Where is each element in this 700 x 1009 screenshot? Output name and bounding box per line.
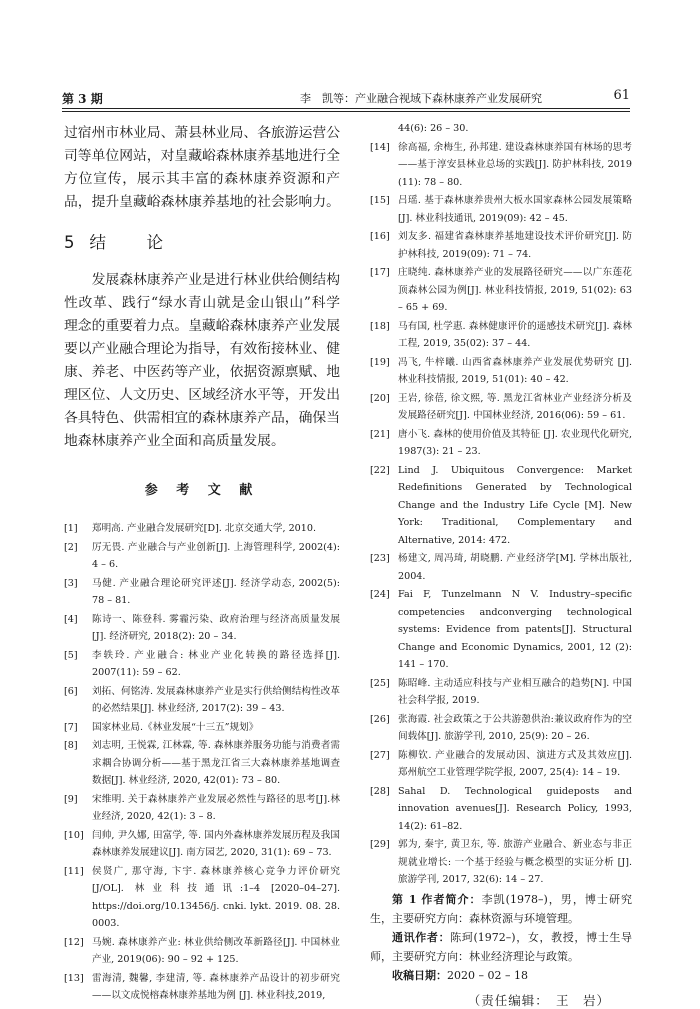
reference-number: [9] bbox=[64, 793, 78, 805]
reference-number: [28] bbox=[370, 785, 390, 797]
reference-item bbox=[370, 586, 632, 674]
reference-item bbox=[64, 647, 340, 682]
reference-text: 徐高福, 余梅生, 孙邦建. 建设森林康养国有林场的思考——基于淳安县林业总场的实践[J]. 防护林科技, 2019 (11): 78 – 80. bbox=[398, 141, 632, 188]
reference-text: 陈柳钦. 产业融合的发展动因、演进方式及其效应[J]. 郑州航空工业管理学院学报, 2007, 25(4): 14 – 19. bbox=[398, 749, 632, 778]
reference-number: [17] bbox=[370, 267, 390, 278]
reference-number: [14] bbox=[370, 141, 390, 153]
references-list-right bbox=[370, 139, 632, 889]
reference-item bbox=[64, 791, 340, 826]
reference-item bbox=[370, 426, 632, 461]
reference-number: [3] bbox=[64, 577, 78, 589]
reference-number: [10] bbox=[64, 829, 84, 841]
reference-text: 宋维明. 关于森林康养产业发展必然性与路径的思考[J].林业经济, 2020, 42(1): 3 – 8. bbox=[92, 793, 340, 822]
reference-number: [18] bbox=[370, 320, 390, 332]
right-column bbox=[370, 120, 632, 1009]
reference-item bbox=[370, 550, 632, 585]
reference-number: [27] bbox=[370, 749, 390, 761]
references-list-left bbox=[64, 520, 340, 1005]
reference-item bbox=[370, 390, 632, 425]
reference-number: [23] bbox=[370, 553, 390, 564]
references-title: 参 考 文 献 bbox=[144, 483, 260, 498]
left-column bbox=[64, 122, 340, 1006]
reference-text: Lind J. Ubiquitous Convergence: Market Redefinitions Generated by Technological Change and the Industry Life Cycle [M]. New York: Traditional, Complementary and Alternative, 2014: 472. bbox=[398, 464, 632, 546]
reference-text: 国家林业局.《林业发展“十三五”规划》 bbox=[92, 721, 259, 733]
first-author-bio bbox=[370, 890, 632, 928]
reference-text: 刘友多. 福建省森林康养基地建设技术评价研究[J]. 防护林科技, 2019(09): 71 – 74. bbox=[398, 231, 632, 260]
reference-item bbox=[370, 675, 632, 710]
page-number: 61 bbox=[613, 88, 630, 103]
section-number: 5 bbox=[64, 233, 76, 252]
reference-number: [15] bbox=[370, 195, 390, 206]
corresponding-author-bio bbox=[370, 928, 632, 966]
reference-text: 雷海清, 魏馨, 李建清, 等. 森林康养产品设计的初步研究——以文成悦榕森林康养基地为例 [J]. 林业科技,2019, bbox=[92, 972, 340, 1001]
reference-item bbox=[370, 462, 632, 550]
reference-number: [6] bbox=[64, 685, 78, 697]
reference-text: 陈诗一、陈登科. 雾霾污染、政府治理与经济高质量发展[J]. 经济研究, 2018(2): 20 – 34. bbox=[92, 613, 340, 642]
reference-continuation: 44(6): 26 – 30. bbox=[398, 123, 469, 134]
reference-item bbox=[370, 354, 632, 389]
reference-number: [13] bbox=[64, 972, 84, 984]
header-rule-bottom bbox=[62, 111, 630, 112]
reference-text: 冯飞, 牛梓曦. 山西省森林康养产业发展优势研究 [J]. 林业科技情报, 2019, 51(01): 40 – 42. bbox=[398, 356, 632, 385]
reference-text: 刘志明, 王悦霖, 江林霖, 等. 森林康养服务功能与消费者需求耦合协调分析——基于黑龙江省三大森林康养基地调查数据[J]. 林业经济, 2020, 42(01): 73 – 80. bbox=[92, 740, 340, 786]
reference-item bbox=[370, 192, 632, 227]
corresponding-author-text: 陈珂(1972–)，女，教授，博士生导师，主要研究方向：林业经济理论与政策。 bbox=[370, 930, 633, 963]
reference-item bbox=[370, 318, 632, 353]
received-date: 2020 – 02 – 18 bbox=[447, 968, 528, 982]
reference-number: [11] bbox=[64, 865, 84, 877]
reference-number: [7] bbox=[64, 721, 78, 733]
first-author-text: 李凯(1978–)，男，博士研究生，主要研究方向：森林资源与环境管理。 bbox=[370, 892, 632, 925]
reference-item bbox=[370, 783, 632, 836]
reference-item bbox=[64, 970, 340, 1005]
reference-number: [19] bbox=[370, 356, 390, 368]
conclusion-paragraph: 发展森林康养产业是进行林业供给侧结构性改革、践行“绿水青山就是金山银山”科学理念的重要着力点。皇藏峪森林康养产业发展要以产业融合理论为指导，有效衔接林业、健康、养老、中医药等产业，依据资源禀赋、地理区位、人文历史、区域经济水平等，开发出各具特色、供需相宜的森林康养产品，确保当地森林康养产业全面和高质量发展。 bbox=[64, 272, 340, 449]
reference-text: Sahal D. Technological guideposts and innovation avenues[J]. Research Policy, 1993, 14(2): 61–82. bbox=[398, 785, 632, 832]
reference-text: 马有国, 杜学惠. 森林健康评价的遥感技术研究[J]. 森林工程, 2019, 35(02): 37 – 44. bbox=[398, 320, 632, 349]
continuation-paragraph: 过宿州市林业局、萧县林业局、各旅游运营公司等单位网站，对皇藏峪森林康养基地进行全方位宣传，展示其丰富的森林康养资源和产品，提升皇藏峪森林康养基地的社会影响力。 bbox=[64, 125, 340, 210]
reference-item bbox=[64, 719, 340, 737]
reference-number: [4] bbox=[64, 613, 78, 625]
reference-item bbox=[64, 520, 340, 538]
received-date-line bbox=[370, 966, 632, 985]
reference-item bbox=[64, 827, 340, 862]
reference-text: 闫帅, 尹久娜, 田富学, 等. 国内外森林康养发展历程及我国森林康养发展建议[J]. 南方园艺, 2020, 31(1): 69 – 73. bbox=[92, 829, 340, 858]
reference-item bbox=[370, 711, 632, 746]
reference-number: [25] bbox=[370, 677, 390, 689]
reference-number: [26] bbox=[370, 713, 390, 725]
responsible-editor: （责任编辑： 王 岩） bbox=[467, 992, 610, 1008]
reference-text: 庄晓纯. 森林康养产业的发展路径研究——以广东莲花顶森林公园为例[J]. 林业科技情报, 2019, 51(02): 63 – 65 + 69. bbox=[398, 267, 632, 313]
reference-text: 马婉. 森林康养产业: 林业供给侧改革新路径[J]. 中国林业产业, 2019(06): 90 – 92 + 125. bbox=[92, 936, 340, 965]
reference-item bbox=[370, 836, 632, 889]
reference-text: 吕瑶. 基于森林康养贵州大板水国家森林公园发展策略[J]. 林业科技通讯, 2019(09): 42 – 45. bbox=[398, 195, 632, 224]
reference-item bbox=[64, 575, 340, 610]
reference-text: 刘拓、何铭涛. 发展森林康养产业是实行供给侧结构性改革的必然结果[J]. 林业经济, 2017(2): 39 – 43. bbox=[92, 685, 340, 714]
reference-item bbox=[64, 611, 340, 646]
reference-text: 郭为, 秦宇, 黄卫东, 等. 旅游产业融合、新业态与非正规就业增长: 一个基于经验与概念模型的实证分析 [J]. 旅游学刊, 2017, 32(6): 14 – 27. bbox=[398, 839, 632, 885]
reference-text: 陈昭峰. 主动适应科技与产业相互融合的趋势[N]. 中国社会科学报, 2019. bbox=[398, 677, 632, 706]
reference-number: [5] bbox=[64, 649, 78, 661]
reference-item bbox=[64, 863, 340, 933]
reference-item bbox=[370, 747, 632, 782]
corresponding-author-label: 通讯作者： bbox=[392, 930, 451, 944]
section-heading bbox=[64, 229, 340, 253]
reference-text: 侯贤广, 那守海, 卞宇. 森林康养核心竞争力评价研究[J/OL]. 林业科技通讯:1–4 [2020–04–27]. https://doi.org/10.13456/j. cnki. lykt. 2019. 08. 28. 0003. bbox=[92, 865, 340, 929]
reference-number: [12] bbox=[64, 936, 84, 948]
received-label: 收稿日期： bbox=[392, 968, 447, 982]
reference-text: Fai F, Tunzelmann N V. Industry–specific competencies andconverging technological systems: Evidence from patents[J]. Structural Change and Economic Dynamics, 2001, 12 (2): 141 – 170. bbox=[398, 589, 632, 670]
reference-number: [22] bbox=[370, 464, 390, 476]
reference-text: 郑明高. 产业融合发展研究[D]. 北京交通大学, 2010. bbox=[92, 523, 317, 534]
reference-text: 王岩, 徐蓓, 徐文熙, 等. 黑龙江省林业产业经济分析及发展路径研究[J]. 中国林业经济, 2016(06): 59 – 61. bbox=[398, 392, 632, 421]
reference-item bbox=[370, 264, 632, 317]
reference-text: 马健. 产业融合理论研究评述[J]. 经济学动态, 2002(5): 78 – 81. bbox=[92, 577, 340, 606]
reference-text: 唐小飞. 森林的使用价值及其特征 [J]. 农业现代化研究, 1987(3): 21 – 23. bbox=[398, 428, 632, 457]
reference-number: [1] bbox=[64, 523, 78, 534]
reference-number: [8] bbox=[64, 740, 78, 751]
reference-number: [16] bbox=[370, 231, 390, 242]
reference-number: [24] bbox=[370, 589, 390, 600]
section-title: 结 论 bbox=[89, 233, 175, 252]
reference-item bbox=[64, 737, 340, 790]
reference-item bbox=[64, 934, 340, 969]
running-header bbox=[62, 86, 630, 108]
reference-item bbox=[370, 139, 632, 192]
reference-number: [20] bbox=[370, 392, 390, 404]
reference-number: [2] bbox=[64, 541, 78, 553]
reference-item bbox=[64, 539, 340, 574]
reference-item bbox=[370, 228, 632, 263]
issue-label: 第 3 期 bbox=[62, 92, 103, 106]
reference-text: 杨建文, 周冯琦, 胡晓鹏. 产业经济学[M]. 学林出版社, 2004. bbox=[398, 553, 632, 582]
first-author-label: 第 1 作者简介： bbox=[392, 892, 482, 906]
reference-text: 张海霞. 社会政策之于公共游憩供治:兼议政府作为的空间载体[J]. 旅游学刊, 2010, 25(9): 20 – 26. bbox=[398, 713, 632, 742]
reference-number: [21] bbox=[370, 428, 390, 440]
reference-text: 李轶玲. 产业融合: 林业产业化转换的路径选择[J]. 2007(11): 59 – 62. bbox=[92, 649, 340, 678]
reference-item bbox=[64, 683, 340, 718]
running-title: 李 凯等：产业融合视域下森林康养产业发展研究 bbox=[300, 92, 542, 105]
header-rule-top bbox=[62, 108, 630, 109]
reference-text: 厉无畏. 产业融合与产业创新[J]. 上海管理科学, 2002(4): 4 – 6. bbox=[92, 541, 340, 570]
reference-number: [29] bbox=[370, 839, 390, 850]
